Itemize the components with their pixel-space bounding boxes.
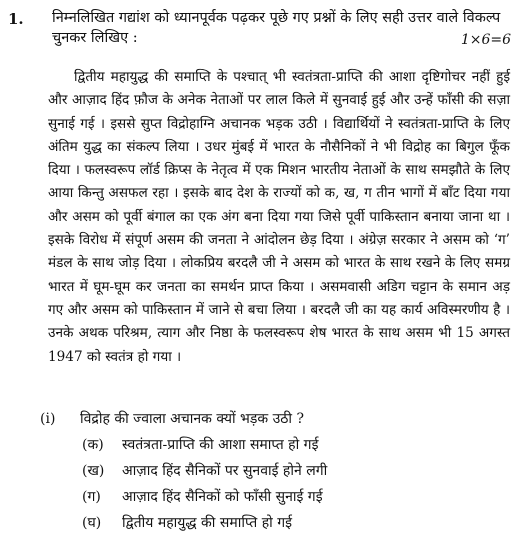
option-label: (क) — [82, 437, 104, 453]
sub-question-label: (i) — [40, 411, 56, 427]
option-label: (घ) — [82, 515, 102, 531]
option-ga[interactable] — [82, 484, 510, 510]
option-label: (ग) — [82, 489, 101, 505]
option-gha[interactable] — [82, 510, 510, 536]
sub-question — [40, 406, 510, 536]
sub-question-text: विद्रोह की ज्वाला अचानक क्यों भड़क उठी ? — [80, 411, 304, 427]
option-text: द्वितीय महायुद्ध की समाप्ति हो गई — [122, 515, 292, 531]
passage — [48, 66, 510, 369]
question-number: 1. — [8, 10, 24, 28]
passage-paragraph: द्वितीय महायुद्ध की समाप्ति के पश्चात् भी स्वतंत्रता-प्राप्ति की आशा दृष्टिगोचर नहीं हुई और आज़ाद हिंद फ़ौज के अनेक नेताओं पर लाल किले में सुनवाई हुई और उन्हें फाँसी की सज़ा सुनाई गई । इससे सुप्त विद्रोहाग्नि अचानक भड़क उठी । विद्यार्थियों ने स्वतंत्रता-प्राप्ति के लिए अंतिम युद्ध का संकल्प लिया । उधर मुंबई में भारत के नौसैनिकों ने भी विद्रोह का बिगुल फूँक दिया । फलस्वरूप लॉर्ड क्रिप्स के नेतृत्व में एक मिशन भारतीय नेताओं के साथ समझौते के लिए आया किन्तु असफल रहा । इसके बाद देश के राज्यों को क, ख, ग तीन भागों में बाँट दिया गया और असम को पूर्वी बंगाल का एक अंग बना दिया गया जिसे पूर्वी पाकिस्तान बनाया जाना था । इसके विरोध में संपूर्ण असम की जनता ने आंदोलन छेड़ दिया । अंग्रेज़ सरकार ने असम को ‘ग’ मंडल के साथ जोड़ दिया । लोकप्रिय बरदलै जी ने असम को भारत के साथ रखने के लिए समग्र भारत में घूम-घूम कर जनता का समर्थन प्राप्त किया । असमवासी अडिग चट्टान के समान अड़ गए और असम को पाकिस्तान में जाने से बचा लिया । बरदलै जी का यह कार्य अविस्मरणीय है । उनके अथक परिश्रम, त्याग और निष्ठा के फलस्वरूप शेष भारत के साथ असम भी 15 अगस्त 1947 को स्वतंत्र हो गया । — [48, 69, 510, 365]
sub-question-row — [40, 406, 510, 432]
option-text: स्वतंत्रता-प्राप्ति की आशा समाप्त हो गई — [122, 437, 319, 453]
option-text: आज़ाद हिंद सैनिकों पर सुनवाई होने लगी — [122, 463, 328, 479]
marks-label: 1×6=6 — [460, 32, 511, 48]
option-text: आज़ाद हिंद सैनिकों को फाँसी सुनाई गई — [122, 489, 323, 505]
question-instruction: निम्नलिखित गद्यांश को ध्यानपूर्वक पढ़कर पूछे गए प्रश्नों के लिए सही उत्तर वाले विकल्प चुनकर लिखिए : — [52, 10, 501, 46]
option-label: (ख) — [82, 463, 105, 479]
option-kha[interactable] — [82, 458, 510, 484]
option-ka[interactable] — [82, 432, 510, 458]
